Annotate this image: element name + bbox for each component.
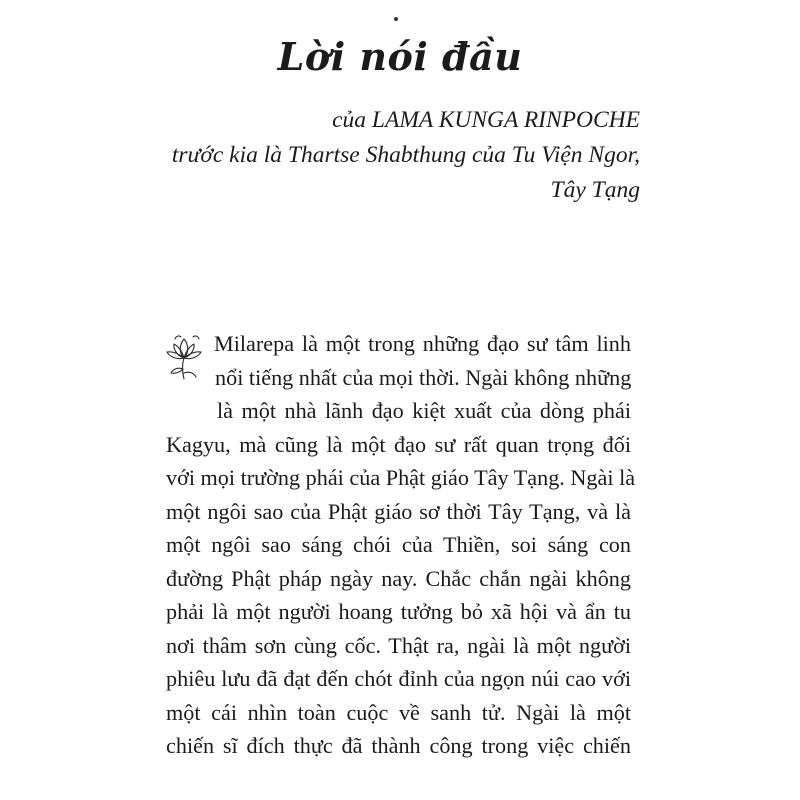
page-title: Lời nói đầu: [277, 34, 523, 79]
subtitle-line: Tây Tạng: [550, 177, 640, 203]
text-line: là một nhà lãnh đạo kiệt xuất của dòng phái: [217, 398, 631, 423]
text-line: Kagyu, mà cũng là một đạo sư rất quan trọng đối: [166, 431, 631, 457]
text-line: Milarepa là một trong những đạo sư tâm linh: [214, 331, 631, 356]
text-line: chiến sĩ đích thực đã thành công trong việc chiến: [166, 733, 631, 758]
text-line: một cái nhìn toàn cuộc về sanh tử. Ngài là một: [166, 699, 631, 725]
text-line: phiêu lưu đã đạt đến chót đỉnh của ngọn núi cao với: [166, 666, 631, 691]
subtitle-line: trước kia là Thartse Shabthung của Tu Viện Ngor,: [171, 142, 640, 168]
text-line: nơi thâm sơn cùng cốc. Thật ra, ngài là một người: [166, 632, 631, 658]
text-line: đường Phật pháp ngày nay. Chắc chắn ngài không: [166, 565, 631, 591]
text-line: một ngôi sao của Phật giáo sơ thời Tây Tạng, và là: [166, 498, 631, 524]
text-line: một ngôi sao sáng chói của Thiền, soi sáng con: [166, 532, 631, 557]
text-line: nổi tiếng nhất của mọi thời. Ngài không những: [215, 364, 632, 390]
subtitle-line: của LAMA KUNGA RINPOCHE: [332, 107, 640, 133]
body-paragraph: [166, 327, 636, 763]
text-line: với mọi trường phái của Phật giáo Tây Tạng. Ngài là: [166, 465, 636, 490]
text-line: phải là một người hoang tưởng bỏ xã hội và ẩn tu: [166, 599, 631, 624]
page-mark-dot: [394, 17, 398, 21]
author-attribution: [130, 103, 640, 208]
